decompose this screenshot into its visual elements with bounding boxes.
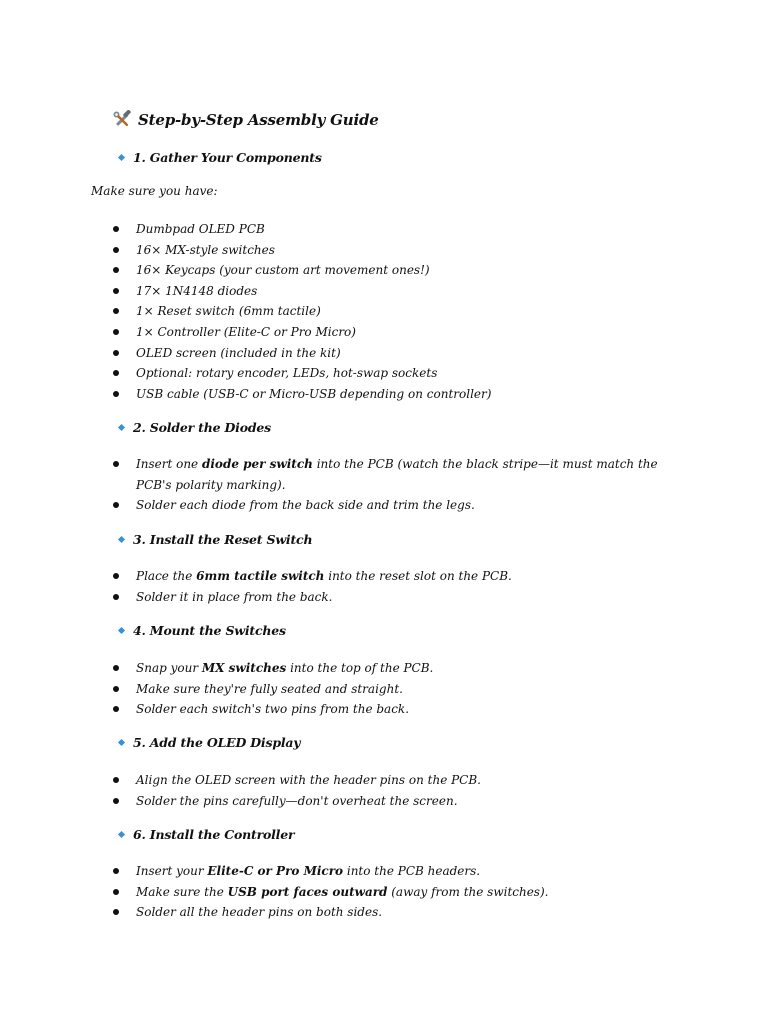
item-text: Solder it in place from the back. [136, 589, 333, 604]
section-heading-5: 5. Add the OLED Display [118, 735, 300, 750]
bullet-list-2 [110, 454, 670, 516]
list-item [110, 322, 670, 343]
bullet-icon [113, 889, 119, 895]
blue-diamond-icon [118, 627, 125, 634]
item-text: Solder the pins carefully—don't overheat the screen. [136, 793, 458, 808]
item-text: Solder each diode from the back side and trim the legs. [136, 498, 475, 513]
item-text: USB cable (USB-C or Micro-USB depending on controller) [136, 386, 492, 401]
emphasis-text: USB port faces outward [227, 884, 388, 899]
bullet-icon [113, 391, 119, 397]
bullet-icon [113, 909, 119, 915]
item-text: (away from the switches). [387, 884, 549, 899]
list-item [110, 658, 670, 679]
emphasis-text: MX switches [201, 661, 287, 675]
document-title [112, 110, 379, 130]
item-text: Make sure they're fully seated and straight. [136, 681, 403, 696]
bullet-icon [113, 777, 119, 783]
list-item [110, 219, 670, 240]
blue-diamond-icon [118, 536, 125, 543]
bullet-icon [113, 502, 119, 508]
item-text: 16× Keycaps (your custom art movement ones!) [136, 263, 430, 278]
list-item [110, 882, 670, 903]
bullet-icon [113, 288, 119, 294]
emphasis-text: diode per switch [201, 457, 313, 471]
list-item [110, 679, 670, 700]
bullet-list-5 [110, 770, 670, 811]
list-item [110, 587, 670, 608]
item-text: 17× 1N4148 diodes [136, 283, 258, 298]
bullet-list-1 [110, 219, 670, 404]
list-item [110, 699, 670, 720]
item-text: Solder each switch's two pins from the back. [136, 702, 410, 717]
item-text: 1× Controller (Elite-C or Pro Micro) [136, 324, 356, 339]
list-item [110, 363, 670, 384]
item-text: Optional: rotary encoder, LEDs, hot-swap sockets [136, 366, 438, 381]
bullet-icon [113, 868, 119, 874]
item-text: Make sure the [136, 884, 228, 899]
item-text: Insert your [136, 864, 208, 878]
bullet-icon [113, 573, 119, 579]
emphasis-text: 6mm tactile switch [196, 569, 325, 583]
bullet-icon [113, 226, 119, 232]
item-text: into the top of the PCB. [286, 661, 434, 675]
blue-diamond-icon [118, 831, 125, 838]
item-text: 1× Reset switch (6mm tactile) [136, 304, 321, 319]
emphasis-text: Elite-C or Pro Micro [207, 864, 344, 878]
list-item [110, 791, 670, 812]
list-item [110, 861, 670, 882]
section-heading-1: 1. Gather Your Components [118, 150, 322, 165]
document-title-text: Step-by-Step Assembly Guide [138, 111, 379, 129]
bullet-list-4 [110, 658, 670, 720]
list-item [110, 902, 670, 923]
bullet-icon [113, 247, 119, 253]
bullet-icon [113, 308, 119, 314]
list-item [110, 495, 670, 516]
blue-diamond-icon [118, 424, 125, 431]
list-item [110, 240, 670, 261]
item-text: Insert one [136, 457, 202, 471]
list-item [110, 384, 670, 405]
bullet-icon [113, 706, 119, 712]
list-item [110, 454, 670, 495]
bullet-icon [113, 594, 119, 600]
item-text: Snap your [136, 661, 202, 675]
list-item [110, 281, 670, 302]
list-item [110, 343, 670, 364]
section-heading-4: 4. Mount the Switches [118, 623, 286, 638]
item-text: Solder all the header pins on both sides. [136, 905, 383, 920]
item-text: into the PCB (watch the black stripe—it must match the PCB's polarity marking). [136, 457, 658, 492]
bullet-icon [113, 686, 119, 692]
bullet-icon [113, 329, 119, 335]
item-text: OLED screen (included in the kit) [136, 345, 341, 360]
bullet-list-3 [110, 566, 670, 607]
bullet-icon [113, 370, 119, 376]
bullet-icon [113, 665, 119, 671]
section-heading-3: 3. Install the Reset Switch [118, 532, 312, 547]
item-text: Place the [136, 569, 197, 583]
item-text: Align the OLED screen with the header pins on the PCB. [136, 773, 481, 787]
section-heading-2: 2. Solder the Diodes [118, 420, 271, 435]
hammer-and-wrench-icon [112, 110, 132, 130]
item-text: into the PCB headers. [343, 864, 481, 878]
bullet-icon [113, 461, 119, 467]
item-text: Dumbpad OLED PCB [136, 222, 265, 236]
list-item [110, 301, 670, 322]
blue-diamond-icon [118, 739, 125, 746]
section-heading-6: 6. Install the Controller [118, 827, 294, 842]
bullet-icon [113, 350, 119, 356]
bullet-list-6 [110, 861, 670, 923]
item-text: 16× MX-style switches [136, 242, 275, 257]
bullet-icon [113, 267, 119, 273]
list-item [110, 770, 670, 791]
blue-diamond-icon [118, 154, 125, 161]
intro-text: Make sure you have: [91, 184, 218, 198]
bullet-icon [113, 798, 119, 804]
list-item [110, 260, 670, 281]
list-item [110, 566, 670, 587]
item-text: into the reset slot on the PCB. [324, 569, 512, 583]
